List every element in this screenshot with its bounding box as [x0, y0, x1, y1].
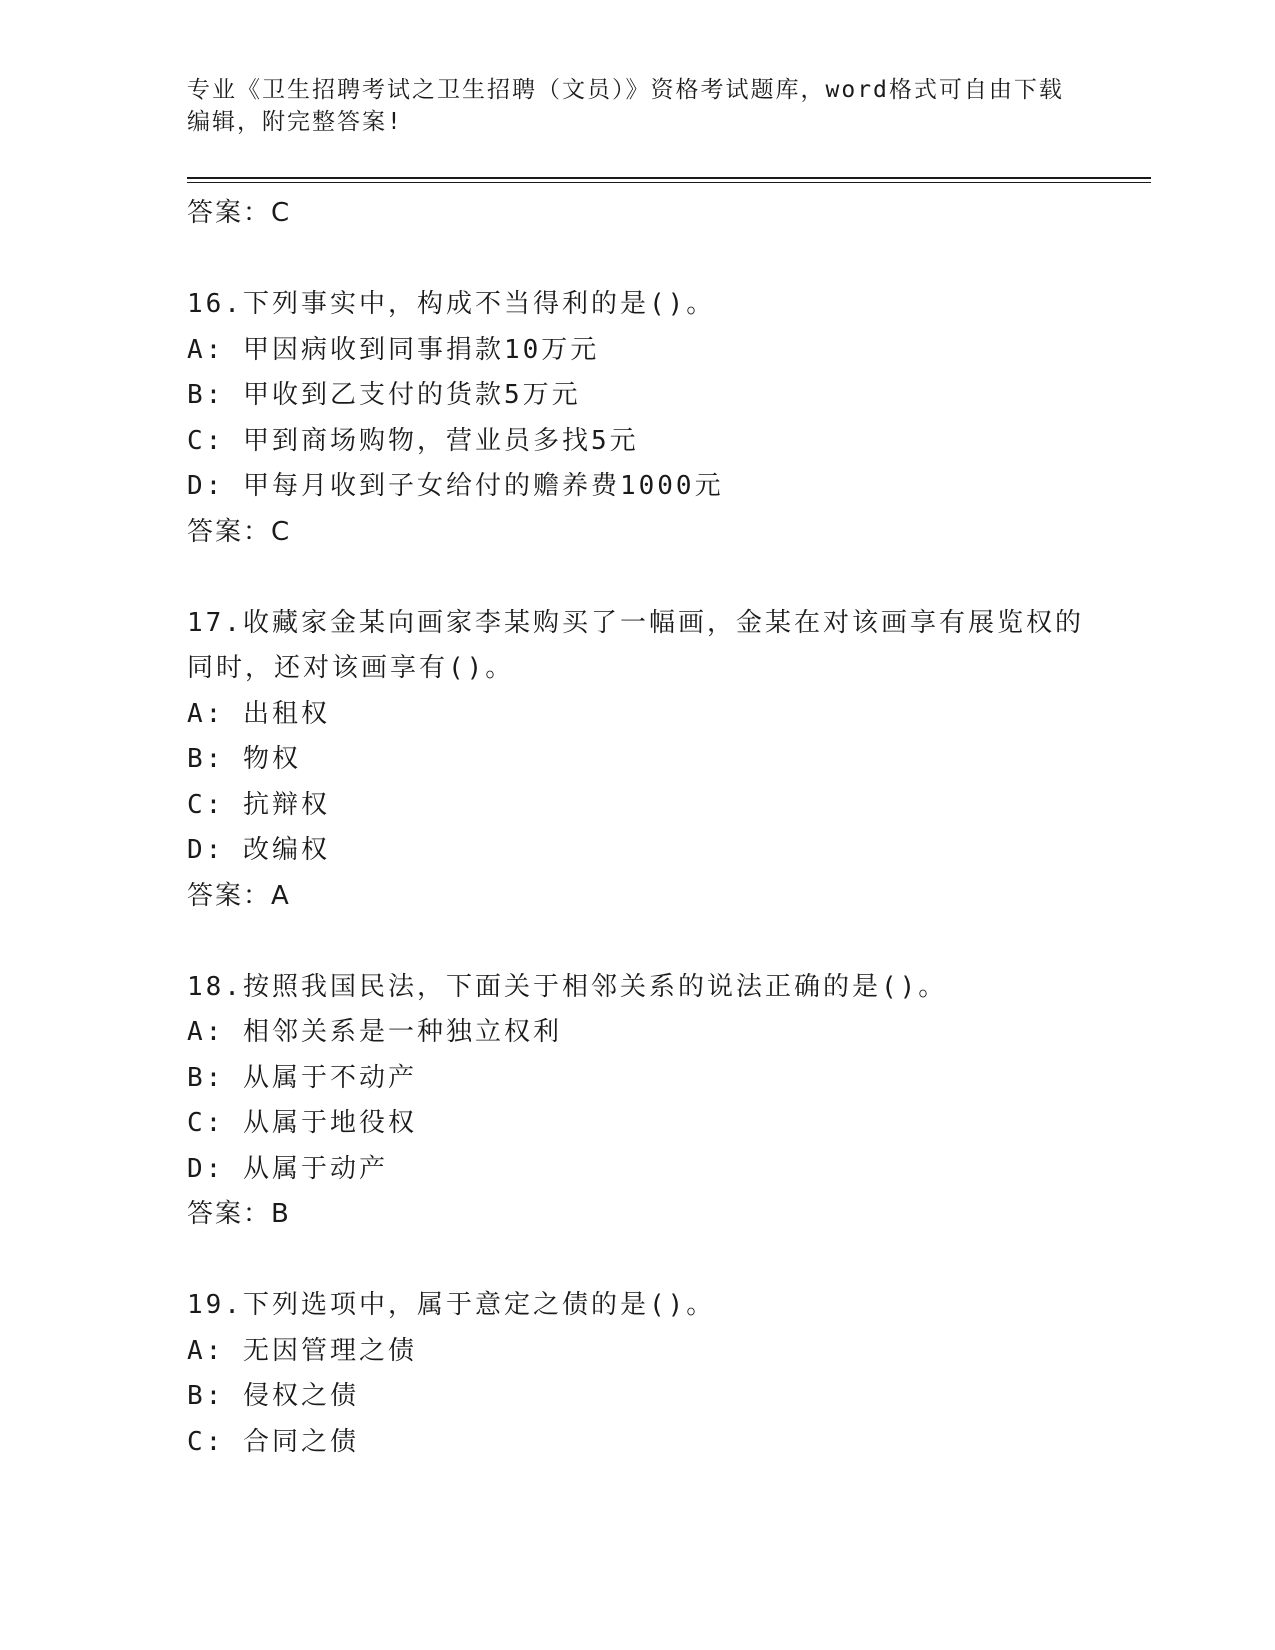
previous-answer: 答案：C — [187, 198, 292, 228]
header-divider — [187, 177, 1151, 179]
question-17 — [187, 601, 1107, 920]
question-stem: 17.收藏家金某向画家李某购买了一幅画，金某在对该画享有展览权的同时，还对该画享有()。 — [187, 607, 1084, 683]
option-d: D: 甲每月收到子女给付的赡养费1000元 — [187, 471, 724, 501]
question-stem: 16.下列事实中，构成不当得利的是()。 — [187, 289, 716, 319]
question-18 — [187, 965, 1107, 1238]
question-stem: 18.按照我国民法，下面关于相邻关系的说法正确的是()。 — [187, 971, 948, 1002]
option-b: B: 物权 — [187, 744, 301, 774]
option-c: C: 抗辩权 — [187, 789, 330, 820]
option-d: D: 从属于动产 — [187, 1153, 388, 1184]
answer: 答案：C — [187, 516, 292, 547]
option-b: B: 从属于不动产 — [187, 1062, 417, 1093]
question-list — [187, 191, 1107, 1465]
option-d: D: 改编权 — [187, 835, 330, 865]
option-c: C: 甲到商场购物，营业员多找5元 — [187, 425, 639, 456]
question-19 — [187, 1283, 1107, 1465]
option-b: B: 侵权之债 — [187, 1381, 359, 1411]
option-b: B: 甲收到乙支付的货款5万元 — [187, 380, 581, 410]
option-a: A: 无因管理之债 — [187, 1335, 417, 1366]
header-divider-thin — [187, 182, 1151, 183]
option-a: A: 相邻关系是一种独立权利 — [187, 1017, 562, 1047]
question-16 — [187, 282, 1107, 555]
answer: 答案：A — [187, 880, 291, 911]
option-a: A: 甲因病收到同事捐款10万元 — [187, 334, 600, 365]
answer: 答案：B — [187, 1199, 291, 1229]
question-stem: 19.下列选项中，属于意定之债的是()。 — [187, 1290, 716, 1320]
option-a: A: 出租权 — [187, 698, 330, 729]
option-c: C: 合同之债 — [187, 1426, 359, 1457]
document-header: 专业《卫生招聘考试之卫生招聘（文员）》资格考试题库，word格式可自由下载编辑，附完整答案! — [187, 77, 1064, 135]
option-c: C: 从属于地役权 — [187, 1108, 417, 1138]
